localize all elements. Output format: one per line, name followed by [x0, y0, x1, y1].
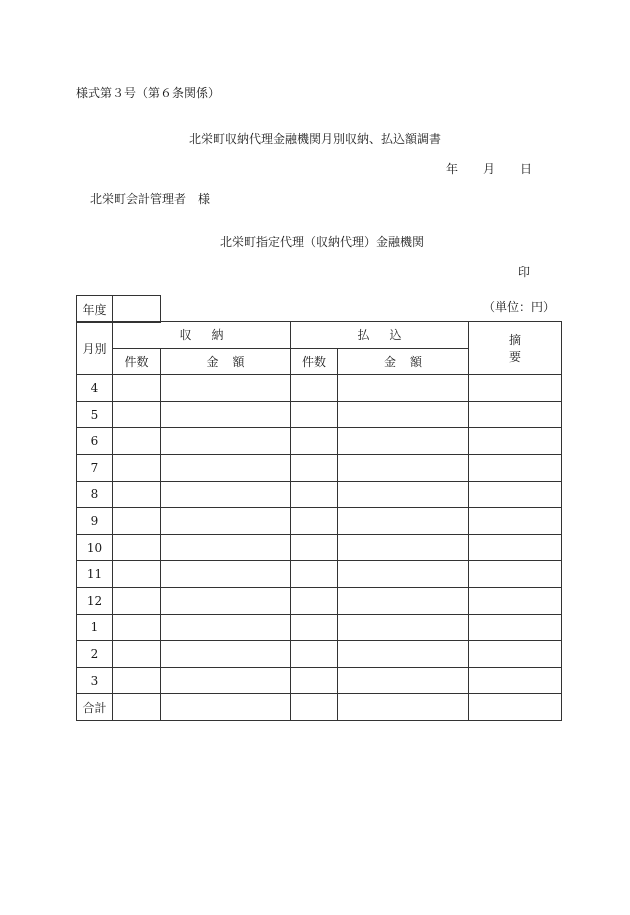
paid-amount-cell[interactable] — [338, 694, 469, 721]
received-count-cell[interactable] — [113, 614, 161, 641]
received-amount-cell[interactable] — [161, 534, 291, 561]
summary-cell[interactable] — [469, 454, 562, 481]
paid-count-cell[interactable] — [291, 454, 338, 481]
table-row — [77, 534, 562, 561]
paid-count-cell[interactable] — [291, 641, 338, 668]
table-row — [77, 508, 562, 535]
date-year: 年 — [446, 162, 459, 176]
received-count-cell[interactable] — [113, 428, 161, 455]
table-row — [77, 428, 562, 455]
date-line — [446, 163, 532, 175]
paid-amount-cell[interactable] — [338, 561, 469, 588]
month-label: 4 — [77, 375, 113, 402]
paid-count-cell[interactable] — [291, 401, 338, 428]
received-amount-cell[interactable] — [161, 481, 291, 508]
paid-amount-cell[interactable] — [338, 534, 469, 561]
summary-cell[interactable] — [469, 641, 562, 668]
paid-amount-cell[interactable] — [338, 641, 469, 668]
summary-cell[interactable] — [469, 481, 562, 508]
seal-mark: 印 — [518, 265, 531, 279]
received-count-cell[interactable] — [113, 561, 161, 588]
month-label: 6 — [77, 428, 113, 455]
paid-amount-cell[interactable] — [338, 587, 469, 614]
summary-cell[interactable] — [469, 534, 562, 561]
table-row — [77, 694, 562, 721]
table-row — [77, 641, 562, 668]
date-day: 日 — [520, 162, 533, 176]
paid-count-cell[interactable] — [291, 667, 338, 694]
summary-cell[interactable] — [469, 694, 562, 721]
paid-amount-cell[interactable] — [338, 481, 469, 508]
received-amount-header: 金額 — [161, 348, 291, 375]
document-title: 北栄町収納代理金融機関月別収納、払込額調書 — [188, 132, 441, 146]
received-count-cell[interactable] — [113, 401, 161, 428]
received-count-cell[interactable] — [113, 454, 161, 481]
table-row — [77, 401, 562, 428]
paid-count-cell[interactable] — [291, 375, 338, 402]
paid-amount-cell[interactable] — [338, 614, 469, 641]
date-month: 月 — [483, 162, 496, 176]
received-amount-cell[interactable] — [161, 641, 291, 668]
summary-header: 摘要 — [469, 322, 562, 375]
paid-count-cell[interactable] — [291, 694, 338, 721]
received-count-cell[interactable] — [113, 375, 161, 402]
month-label: 1 — [77, 614, 113, 641]
paid-amount-cell[interactable] — [338, 428, 469, 455]
paid-amount-cell[interactable] — [338, 667, 469, 694]
received-amount-cell[interactable] — [161, 614, 291, 641]
received-amount-cell[interactable] — [161, 428, 291, 455]
received-amount-cell[interactable] — [161, 587, 291, 614]
summary-cell[interactable] — [469, 667, 562, 694]
received-count-cell[interactable] — [113, 481, 161, 508]
month-header: 月別 — [77, 322, 113, 375]
received-count-cell[interactable] — [113, 508, 161, 535]
received-amount-cell[interactable] — [161, 694, 291, 721]
received-amount-cell[interactable] — [161, 667, 291, 694]
table-row — [77, 561, 562, 588]
received-amount-cell[interactable] — [161, 401, 291, 428]
paid-count-header: 件数 — [291, 348, 338, 375]
form-number: 様式第３号（第６条関係） — [76, 86, 221, 100]
table-row — [77, 481, 562, 508]
monthly-report-table — [76, 321, 562, 721]
month-label: 5 — [77, 401, 113, 428]
paid-count-cell[interactable] — [291, 587, 338, 614]
month-label: 11 — [77, 561, 113, 588]
paid-count-cell[interactable] — [291, 614, 338, 641]
paid-amount-header: 金額 — [338, 348, 469, 375]
paid-count-cell[interactable] — [291, 481, 338, 508]
institution-name: 北栄町指定代理（収納代理）金融機関 — [219, 235, 424, 249]
summary-cell[interactable] — [469, 561, 562, 588]
paid-amount-cell[interactable] — [338, 375, 469, 402]
paid-amount-cell[interactable] — [338, 401, 469, 428]
paid-count-cell[interactable] — [291, 428, 338, 455]
month-label: 10 — [77, 534, 113, 561]
paid-header: 払込 — [291, 322, 469, 349]
summary-cell[interactable] — [469, 375, 562, 402]
table-row — [77, 375, 562, 402]
header-row-1 — [77, 322, 562, 349]
addressee: 北栄町会計管理者 様 — [90, 192, 211, 206]
table-row — [77, 587, 562, 614]
table-row — [77, 667, 562, 694]
received-amount-cell[interactable] — [161, 561, 291, 588]
month-label: 合計 — [77, 694, 113, 721]
month-label: 7 — [77, 454, 113, 481]
table-row — [77, 454, 562, 481]
received-count-cell[interactable] — [113, 667, 161, 694]
received-count-header: 件数 — [113, 348, 161, 375]
summary-cell[interactable] — [469, 508, 562, 535]
fiscal-year-box — [76, 295, 161, 323]
received-count-cell[interactable] — [113, 587, 161, 614]
paid-amount-cell[interactable] — [338, 508, 469, 535]
summary-cell[interactable] — [469, 614, 562, 641]
fiscal-year-field[interactable] — [113, 296, 161, 323]
fiscal-year-label: 年度 — [77, 296, 113, 323]
summary-cell[interactable] — [469, 428, 562, 455]
summary-cell[interactable] — [469, 401, 562, 428]
month-label: 9 — [77, 508, 113, 535]
paid-count-cell[interactable] — [291, 508, 338, 535]
received-count-cell[interactable] — [113, 534, 161, 561]
received-amount-cell[interactable] — [161, 375, 291, 402]
summary-cell[interactable] — [469, 587, 562, 614]
table-row — [77, 614, 562, 641]
received-count-cell[interactable] — [113, 641, 161, 668]
month-label: 8 — [77, 481, 113, 508]
unit-label: （単位：円） — [483, 300, 556, 314]
received-header: 収納 — [113, 322, 291, 349]
month-label: 12 — [77, 587, 113, 614]
received-amount-cell[interactable] — [161, 454, 291, 481]
month-label: 2 — [77, 641, 113, 668]
received-count-cell[interactable] — [113, 694, 161, 721]
paid-count-cell[interactable] — [291, 534, 338, 561]
paid-amount-cell[interactable] — [338, 454, 469, 481]
month-label: 3 — [77, 667, 113, 694]
received-amount-cell[interactable] — [161, 508, 291, 535]
paid-count-cell[interactable] — [291, 561, 338, 588]
